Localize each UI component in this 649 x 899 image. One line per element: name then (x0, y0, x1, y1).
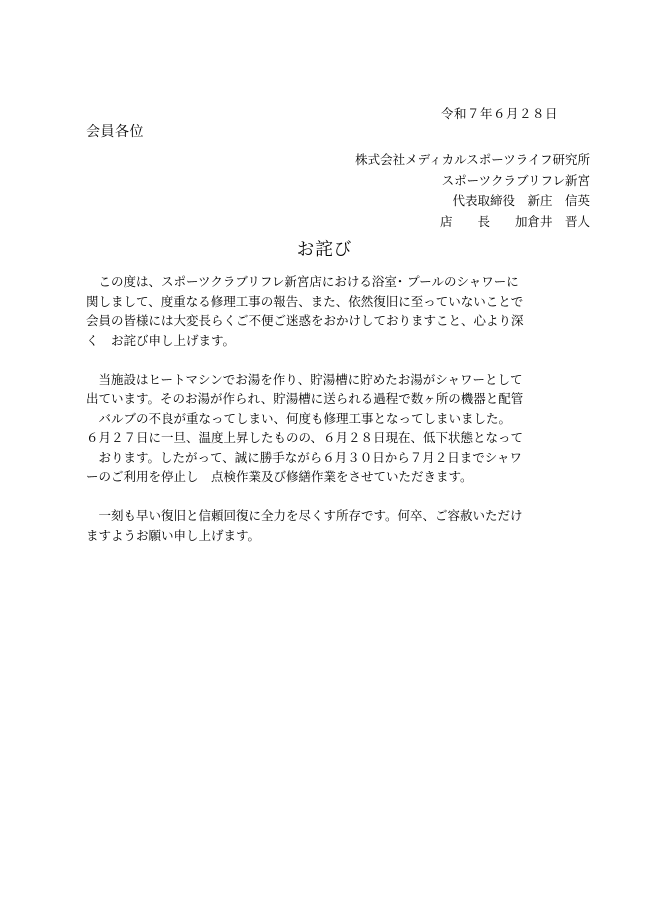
paragraph-apology (86, 272, 586, 350)
document-date: 令和７年６月２８日 (440, 106, 558, 121)
body-line: 当施設はヒートマシンでお湯を作り、貯湯槽に貯めたお湯がシャワーとして (86, 371, 523, 387)
body-line: おります。したがって、誠に勝手ながら６月３０日から７月２日までシャワ (86, 449, 523, 465)
body-line: ６月２７日に一旦、温度上昇したものの、６月２８日現在、低下状態となって (86, 430, 524, 445)
sender-club: スポーツクラブリフレ新宮 (441, 172, 590, 188)
sender-block (355, 150, 590, 232)
recipient: 会員各位 (86, 124, 144, 140)
body-line: 出ています。そのお湯が作られ、貯湯槽に送られる過程で数ヶ所の機器と配管 (86, 391, 524, 406)
paragraph-explanation (86, 370, 586, 487)
sender-representative: 代表取締役 新庄 信英 (452, 193, 590, 208)
body-line: く お詫び申し上げます。 (86, 332, 236, 348)
body-line: ーのご利用を停止し 点検作業及び修繕作業をさせていただきます。 (86, 469, 473, 484)
sender-manager: 店 長 加倉井 晋人 (439, 213, 590, 229)
body-line: この度は、スポーツクラブリフレ新宮店における浴室･ プールのシャワーに (86, 274, 519, 289)
letter-body (86, 272, 586, 565)
paragraph-closing (86, 506, 586, 545)
body-line: ますようお願い申し上げます。 (86, 527, 261, 543)
body-line: バルブの不良が重なってしまい、何度も修理工事となってしまいました。 (86, 410, 512, 426)
page-title: お詫び (296, 240, 353, 260)
body-line: 一刻も早い復旧と信頼回復に全力を尽くす所存です。何卒、ご容赦いただけ (86, 508, 523, 523)
body-line: 会員の皆様には大変長らくご不便ご迷惑をおかけしておりますこと、心より深 (86, 313, 524, 328)
body-line: 関しまして、度重なる修理工事の報告、また、依然復旧に至っていないことで (86, 293, 524, 309)
sender-company: 株式会社メディカルスポーツライフ研究所 (355, 152, 590, 167)
